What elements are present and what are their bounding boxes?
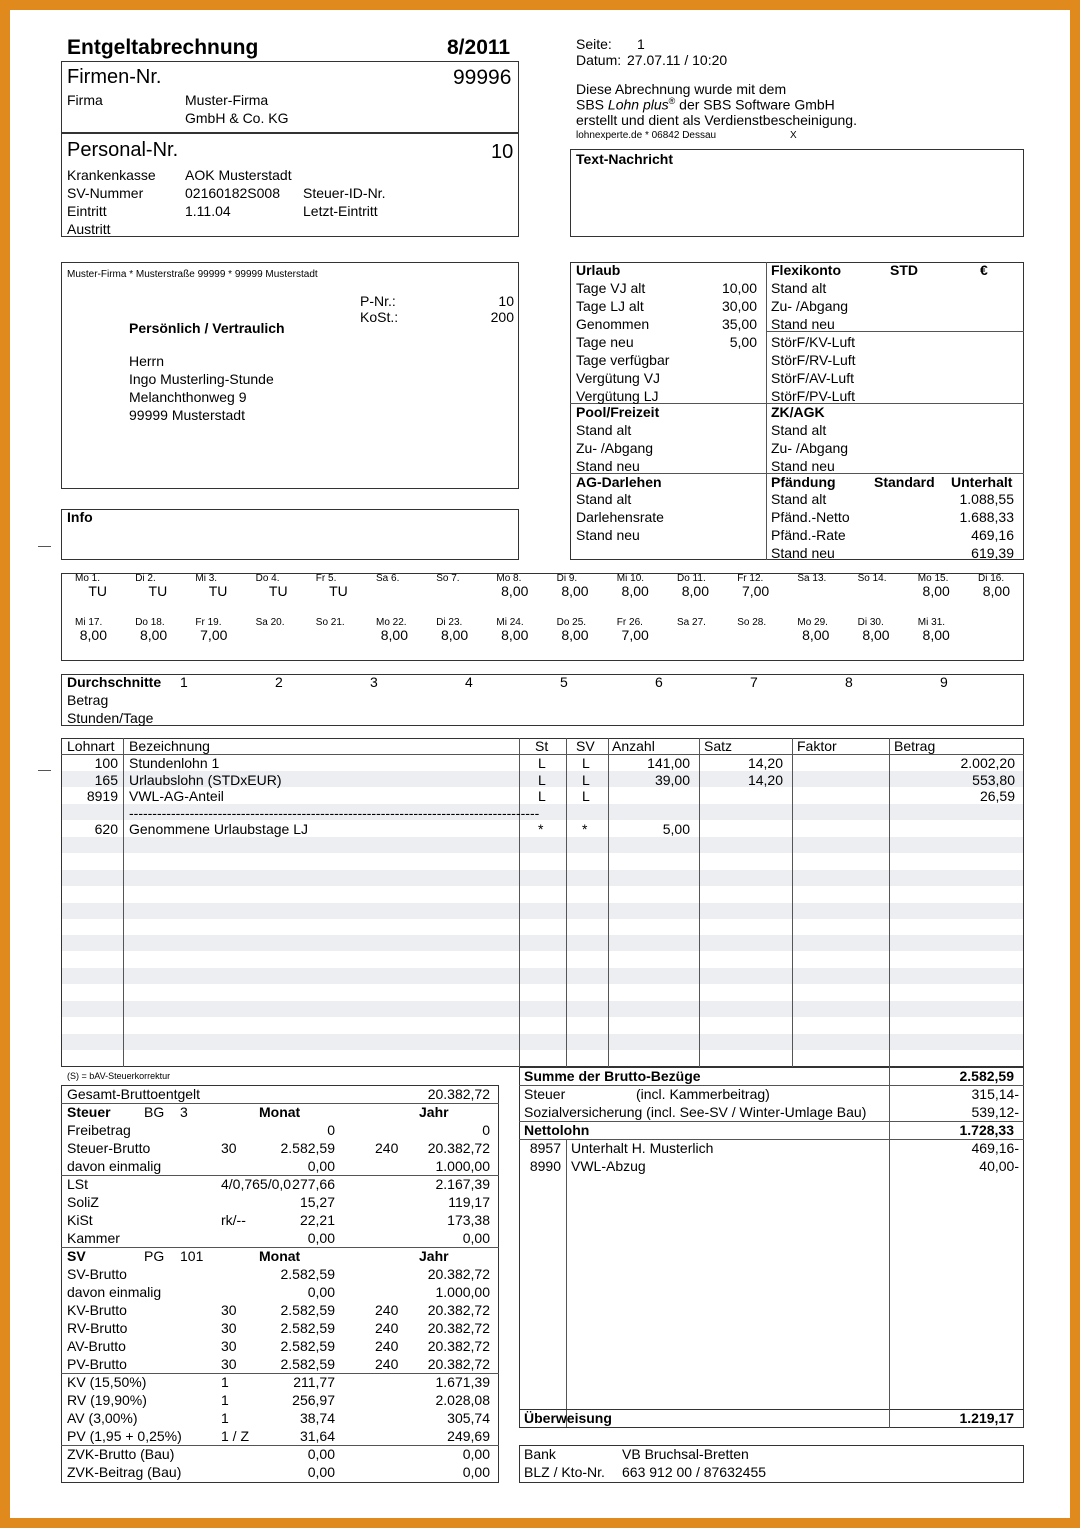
vacation-row-value: 30,00 [721, 298, 757, 314]
tax-row-month: 31,64 [299, 1428, 335, 1444]
tax-row-month: 0,00 [307, 1230, 335, 1246]
firm-name-line1: Muster-Firma [185, 92, 269, 108]
tax-row-year: 20.382,72 [427, 1356, 490, 1372]
calendar-day-label: Do 11. [677, 573, 706, 584]
calendar-day-value: 8,00 [681, 583, 709, 599]
net-pay-value: 1.728,33 [959, 1122, 1014, 1138]
info-label: Info [67, 509, 93, 525]
entry-label: Eintritt [67, 203, 107, 219]
vacation-row-label: Tage LJ alt [576, 298, 644, 314]
entry-value: 1.11.04 [185, 203, 231, 219]
deduction-label: Unterhalt H. Musterlich [571, 1140, 714, 1156]
tax-row-days: 1 [221, 1392, 229, 1408]
garnishment-row-label: Stand neu [771, 545, 835, 561]
tax-row-days: 30 [221, 1356, 237, 1372]
calendar-day-label: So 28. [737, 617, 767, 628]
tax-row-month: 22,21 [299, 1212, 335, 1228]
sv-pg-label: PG [144, 1248, 165, 1264]
flex-std-header: STD [890, 262, 918, 278]
page-value: 1 [637, 36, 645, 52]
tax-row-label: RV (19,90%) [67, 1392, 147, 1408]
account-value: 663 912 00 / 87632455 [622, 1464, 767, 1480]
vacation-row-label: Tage VJ alt [576, 280, 646, 296]
wage-table-header-cell: SV [576, 738, 595, 754]
tax-row-month: 15,27 [299, 1194, 335, 1210]
tax-row-month: 0,00 [307, 1464, 335, 1480]
calendar-day-value: 8,00 [802, 627, 830, 643]
pnr-label: P-Nr.: [360, 293, 396, 309]
pnr-value: 10 [498, 293, 514, 309]
calendar-day-value: 7,00 [200, 627, 228, 643]
vacation-row-label: Tage neu [576, 334, 634, 350]
sv-number-value: 02160182S008 [185, 185, 280, 201]
garnishment-title: Pfändung [771, 474, 836, 490]
averages-column-number: 7 [750, 674, 758, 690]
tax-row-year: 1.000,00 [435, 1284, 490, 1300]
flex-account-row-label: StörF/AV-Luft [771, 370, 854, 386]
calendar-day-label: So 21. [315, 617, 345, 628]
calendar-day-label: Mi 24. [496, 617, 524, 628]
account-label: BLZ / Kto-Nr. [524, 1464, 605, 1480]
garnishment-row-value: 619,39 [971, 545, 1014, 561]
calendar-day-value: 8,00 [982, 583, 1010, 599]
personal-label: Personal-Nr. [67, 139, 179, 161]
bank-value: VB Bruchsal-Bretten [622, 1446, 749, 1462]
tax-row-month: 211,77 [293, 1374, 335, 1390]
averages-box [61, 674, 1024, 726]
loan-title: AG-Darlehen [576, 474, 662, 490]
calendar-day-value: 8,00 [922, 627, 950, 643]
wage-row-quantity: 39,00 [654, 771, 690, 788]
wage-row-sv-flag: L [582, 755, 590, 771]
address-line4: 99999 Musterstadt [129, 407, 245, 423]
sv-pg-value: 101 [180, 1248, 204, 1264]
tax-row-month: 256,97 [292, 1392, 335, 1408]
tax-row-days: 30 [221, 1140, 237, 1156]
garnishment-row-label: Stand alt [771, 491, 827, 507]
tax-row-year: 20.382,72 [427, 1320, 490, 1336]
tax-row-month: 277,66 [292, 1176, 335, 1192]
calendar-day-value: TU [268, 583, 288, 599]
tax-header: Steuer [67, 1104, 111, 1120]
vacation-row-label: Tage verfügbar [576, 352, 670, 368]
tax-row-year: 20.382,72 [427, 1266, 490, 1282]
gross-sum-value: 2.582,59 [959, 1068, 1014, 1084]
calendar-day-label: Fr 26. [616, 617, 643, 628]
calendar-day-label: Mi 17. [75, 617, 103, 628]
summary-tax-label: Steuer [524, 1086, 566, 1102]
tax-row-year: 249,69 [447, 1428, 490, 1444]
flex-account-row-label: StörF/PV-Luft [771, 388, 856, 404]
calendar-day-label: Mi 10. [616, 573, 645, 584]
address-line1: Herrn [129, 353, 165, 369]
health-insurance-label: Krankenkasse [67, 167, 156, 183]
wage-row-amount: 553,80 [972, 771, 1015, 788]
tax-row-label: PV (1,95 + 0,25%) [67, 1428, 182, 1444]
tax-row-label: AV (3,00%) [67, 1410, 138, 1426]
tax-row-month: 38,74 [299, 1410, 335, 1426]
pool-row-label: Zu- /Abgang [576, 440, 654, 456]
wage-row-description: VWL-AG-Anteil [129, 788, 224, 804]
garnishment-row-value: 469,16 [971, 527, 1014, 543]
deduction-code: 8990 [529, 1158, 561, 1174]
flex-account-row-label: StörF/RV-Luft [771, 352, 856, 368]
software-note-line1: Diese Abrechnung wurde mit dem [576, 81, 787, 97]
transfer-value: 1.219,17 [959, 1410, 1014, 1426]
tax-month-header: Monat [259, 1104, 301, 1120]
deduction-code: 8957 [529, 1140, 561, 1156]
sv-year-header: Jahr [419, 1248, 449, 1264]
software-note-line4: lohnexperte.de * 06842 Dessau [576, 130, 717, 141]
page-label: Seite: [576, 36, 612, 52]
health-insurance-value: AOK Musterstadt [185, 167, 292, 183]
tax-row-label: KV (15,50%) [67, 1374, 147, 1390]
garnishment-row-label: Pfänd.-Rate [771, 527, 846, 543]
wage-row-description: Genommene Urlaubstage LJ [129, 821, 308, 837]
wage-table-header-cell: St [535, 738, 549, 754]
vacation-row-label: Vergütung LJ [576, 388, 659, 404]
personal-number: 10 [491, 141, 514, 163]
wage-row-tax-flag: * [538, 821, 544, 837]
wage-row-rate: 14,20 [747, 755, 783, 771]
pool-row-label: Stand neu [576, 458, 640, 474]
flex-account-row-label: StörF/KV-Luft [771, 334, 856, 350]
averages-column-number: 6 [655, 674, 663, 690]
calendar-day-label: Mo 15. [917, 573, 949, 584]
tax-row-days: 1 / Z [221, 1428, 250, 1444]
tax-row-days: 1 [221, 1410, 229, 1426]
calendar-day-value: 8,00 [621, 583, 649, 599]
calendar-day-value: 8,00 [79, 627, 107, 643]
tax-row-label: Kammer [67, 1230, 120, 1246]
tax-row-year: 0,00 [462, 1230, 490, 1246]
tax-row-year: 173,38 [447, 1212, 490, 1228]
software-note-line2: SBS Lohn plus® der SBS Software GmbH [576, 96, 835, 113]
deduction-value: 469,16- [971, 1140, 1019, 1156]
calendar-day-value: 8,00 [922, 583, 950, 599]
tax-row-label: Freibetrag [67, 1122, 131, 1138]
vacation-row-label: Vergütung VJ [576, 370, 661, 386]
vacation-row-label: Genommen [576, 316, 650, 332]
sv-month-header: Monat [259, 1248, 301, 1264]
address-line2: Ingo Musterling-Stunde [129, 371, 274, 387]
tax-row-year: 20.382,72 [427, 1338, 490, 1354]
tax-row-month: 2.582,59 [280, 1338, 335, 1354]
calendar-day-label: Di 30. [857, 617, 884, 628]
calendar-day-label: Do 18. [135, 617, 165, 628]
tax-row-label: AV-Brutto [67, 1338, 126, 1354]
tax-row-month: 0,00 [307, 1158, 335, 1174]
bav-note: (S) = bAV-Steuerkorrektur [67, 1071, 171, 1081]
tax-row-days: rk/-- [221, 1212, 246, 1228]
firm-label: Firmen-Nr. [67, 66, 162, 88]
tax-row-days-year: 240 [375, 1356, 399, 1372]
wage-row-code: 100 [94, 755, 118, 771]
calendar-day-label: Sa 20. [255, 617, 285, 628]
vacation-row-value: 35,00 [721, 316, 757, 332]
tax-row-month: 0,00 [307, 1446, 335, 1462]
tax-row-label: PV-Brutto [67, 1356, 127, 1372]
tax-row-label: Steuer-Brutto [67, 1140, 151, 1156]
tax-row-year: 2.028,08 [435, 1392, 490, 1408]
wage-row-amount: 26,59 [979, 788, 1015, 804]
averages-column-number: 3 [370, 674, 378, 690]
wage-row-tax-flag: L [538, 771, 546, 788]
period: 8/2011 [447, 36, 511, 59]
zkagk-row-label: Zu- /Abgang [771, 440, 849, 456]
tax-row-year: 1.000,00 [435, 1158, 490, 1174]
deduction-value: 40,00- [979, 1158, 1019, 1174]
calendar-day-value: TU [329, 583, 348, 599]
garnishment-maintenance-header: Unterhalt [951, 474, 1013, 490]
loan-row-label: Darlehensrate [576, 509, 664, 525]
calendar-day-label: Di 23. [436, 617, 463, 628]
wage-row-sv-flag: L [582, 771, 590, 788]
flex-eur-header: € [980, 262, 988, 278]
tax-row-month: 0,00 [307, 1284, 335, 1300]
averages-column-number: 2 [275, 674, 283, 690]
averages-row-amount: Betrag [67, 692, 109, 708]
zkagk-row-label: Stand neu [771, 458, 835, 474]
averages-column-number: 9 [940, 674, 948, 690]
tax-row-year: 119,17 [448, 1194, 490, 1210]
tax-row-days-year: 240 [375, 1320, 399, 1336]
address-line3: Melanchthonweg 9 [129, 389, 247, 405]
vacation-row-value: 10,00 [721, 280, 757, 296]
kost-label: KoSt.: [360, 309, 399, 325]
calendar-day-value: 8,00 [440, 627, 469, 643]
averages-column-number: 1 [180, 674, 188, 690]
fold-mark [38, 546, 51, 547]
gross-total-label: Gesamt-Bruttoentgelt [67, 1086, 201, 1102]
calendar-day-value: TU [208, 583, 228, 599]
tax-row-label: ZVK-Brutto (Bau) [67, 1446, 175, 1462]
wage-row-description: Urlaubslohn (STDxEUR) [129, 771, 282, 788]
loan-row-label: Stand alt [576, 491, 632, 507]
wage-table-header-cell: Bezeichnung [129, 738, 210, 754]
vacation-row-value: 5,00 [729, 334, 757, 350]
zkagk-row-label: Stand alt [771, 422, 827, 438]
calendar-day-label: Mo 8. [496, 573, 522, 584]
averages-column-number: 8 [845, 674, 853, 690]
software-note-x: X [790, 130, 797, 141]
calendar-day-value: 8,00 [380, 627, 408, 643]
tax-row-month: 2.582,59 [280, 1266, 335, 1282]
calendar-day-label: Fr 19. [195, 617, 222, 628]
calendar-day-value: 8,00 [561, 627, 589, 643]
averages-title: Durchschnitte [67, 674, 162, 690]
flex-account-row-label: Zu- /Abgang [771, 298, 849, 314]
calendar-day-value: 7,00 [621, 627, 649, 643]
calendar-day-label: Do 4. [255, 573, 280, 584]
tax-row-label: RV-Brutto [67, 1320, 128, 1336]
date-value: 27.07.11 / 10:20 [627, 52, 728, 68]
tax-row-days: 30 [221, 1302, 237, 1318]
wage-row-sv-flag: * [582, 821, 588, 837]
summary-sv-label: Sozialversicherung (incl. See-SV / Winter-Umlage Bau) [524, 1104, 867, 1120]
tax-row-month: 2.582,59 [280, 1356, 335, 1372]
firm-name-line2: GmbH & Co. KG [185, 110, 289, 126]
tax-row-label: LSt [67, 1176, 89, 1192]
loan-row-label: Stand neu [576, 527, 640, 543]
flex-account-row-label: Stand neu [771, 316, 835, 332]
wage-table-header-cell: Betrag [894, 738, 936, 754]
wage-row-code: 165 [94, 771, 118, 788]
tax-row-month: 0 [327, 1122, 335, 1138]
tax-row-label: davon einmalig [67, 1284, 162, 1300]
tax-row-label: SV-Brutto [67, 1266, 127, 1282]
deduction-label: VWL-Abzug [571, 1158, 646, 1174]
wage-row-quantity: 5,00 [662, 821, 690, 837]
tax-id-label: Steuer-ID-Nr. [303, 185, 386, 201]
calendar-day-label: Di 16. [978, 573, 1005, 584]
calendar-day-label: So 14. [857, 573, 887, 584]
wage-row-description: ---------------------------------------------------------------------------------------- [129, 804, 540, 821]
summary-tax-note: (incl. Kammerbeitrag) [636, 1086, 770, 1102]
confidential-note: Persönlich / Vertraulich [129, 320, 285, 336]
tax-row-year: 0,00 [462, 1464, 490, 1480]
tax-row-days: 30 [221, 1338, 237, 1354]
calendar-day-label: So 7. [436, 573, 460, 584]
calendar-day-value: TU [88, 583, 107, 599]
tax-row-year: 0,00 [462, 1446, 490, 1462]
wage-table-header-cell: Lohnart [67, 738, 115, 754]
flex-account-row-label: Stand alt [771, 280, 827, 296]
tax-year-header: Jahr [419, 1104, 449, 1120]
wage-row-tax-flag: L [538, 755, 546, 771]
tax-row-month: 2.582,59 [280, 1140, 335, 1156]
firm-name-label: Firma [67, 92, 103, 108]
tax-row-year: 20.382,72 [427, 1140, 490, 1156]
tax-row-year: 305,74 [447, 1410, 490, 1426]
tax-row-year: 0 [482, 1122, 490, 1138]
calendar-day-label: Fr 5. [315, 573, 337, 584]
tax-row-month: 2.582,59 [280, 1320, 335, 1336]
gross-total-value: 20.382,72 [427, 1086, 490, 1102]
garnishment-row-label: Pfänd.-Netto [771, 509, 850, 525]
date-label: Datum: [576, 52, 622, 68]
summary-tax-value: 315,14- [971, 1086, 1019, 1102]
calendar-day-label: Mo 29. [797, 617, 828, 628]
averages-row-hours: Stunden/Tage [67, 710, 154, 726]
calendar-day-label: Sa 6. [376, 573, 400, 584]
exit-label: Austritt [67, 221, 111, 237]
calendar-day-value: 7,00 [741, 583, 770, 599]
sv-number-label: SV-Nummer [67, 185, 144, 201]
summary-sv-value: 539,12- [971, 1104, 1019, 1120]
calendar-day-label: Mi 3. [195, 573, 218, 584]
calendar-day-label: Mo 22. [376, 617, 407, 628]
flex-account-title: Flexikonto [771, 262, 842, 278]
wage-table-header-cell: Satz [704, 738, 733, 754]
tax-row-label: KV-Brutto [67, 1302, 127, 1318]
last-entry-label: Letzt-Eintritt [303, 203, 378, 219]
tax-row-label: KiSt [67, 1212, 93, 1228]
calendar-day-value: TU [148, 583, 168, 599]
wage-row-code: 620 [94, 821, 118, 837]
payslip-page [10, 10, 1070, 1518]
pool-title: Pool/Freizeit [576, 404, 660, 420]
calendar-day-value: 8,00 [862, 627, 890, 643]
tax-row-month: 2.582,59 [280, 1302, 335, 1318]
averages-column-number: 4 [465, 674, 473, 690]
wage-row-description: Stundenlohn 1 [129, 755, 220, 771]
tax-row-days-year: 240 [375, 1140, 399, 1156]
tax-row-year: 2.167,39 [435, 1176, 490, 1192]
kost-value: 200 [490, 309, 514, 325]
document-title: Entgeltabrechnung [67, 36, 259, 59]
accounts-divider [766, 262, 767, 560]
calendar-day-label: Mo 1. [75, 573, 101, 584]
tax-row-days-year: 240 [375, 1338, 399, 1354]
tax-row-days: 4/0,765/0,0 [221, 1176, 292, 1192]
wage-row-tax-flag: L [538, 788, 546, 804]
tax-row-days: 1 [221, 1374, 229, 1390]
calendar-day-label: Do 25. [556, 617, 587, 628]
calendar-day-value: 8,00 [139, 627, 168, 643]
calendar-day-value: 8,00 [501, 583, 529, 599]
firm-number: 99996 [453, 66, 512, 89]
calendar-day-label: Di 2. [135, 573, 156, 584]
tax-row-label: davon einmalig [67, 1158, 162, 1174]
wage-row-rate: 14,20 [747, 771, 783, 788]
info-box [61, 509, 519, 560]
wage-table-header-cell: Anzahl [612, 738, 655, 754]
sender-line: Muster-Firma * Musterstraße 99999 * 99999 Musterstadt [67, 269, 318, 280]
software-note-line3: erstellt und dient als Verdienstbescheinigung. [576, 112, 857, 128]
averages-column-number: 5 [560, 674, 568, 690]
tax-class-label: BG [144, 1104, 165, 1120]
calendar-day-value: 8,00 [561, 583, 589, 599]
garnishment-standard-header: Standard [874, 474, 935, 490]
calendar-day-label: Sa 27. [677, 617, 706, 628]
wage-row-amount: 2.002,20 [960, 755, 1015, 771]
pool-row-label: Stand alt [576, 422, 632, 438]
zkagk-title: ZK/AGK [771, 404, 825, 420]
calendar-day-label: Di 9. [556, 573, 578, 584]
tax-row-year: 1.671,39 [435, 1374, 490, 1390]
sv-header: SV [67, 1248, 86, 1264]
tax-row-days-year: 240 [375, 1302, 399, 1318]
tax-row-year: 20.382,72 [427, 1302, 490, 1318]
wage-row-code: 8919 [86, 788, 118, 804]
wage-row-quantity: 141,00 [647, 755, 690, 771]
transfer-label: Überweisung [524, 1410, 612, 1426]
calendar-day-label: Sa 13. [797, 573, 827, 584]
wage-row-sv-flag: L [582, 788, 590, 804]
bank-label: Bank [524, 1446, 556, 1462]
tax-row-label: ZVK-Beitrag (Bau) [67, 1464, 182, 1480]
gross-sum-label: Summe der Brutto-Bezüge [524, 1068, 701, 1084]
calendar-day-label: Fr 12. [737, 573, 764, 584]
vacation-title: Urlaub [576, 262, 621, 278]
garnishment-row-value: 1.088,55 [959, 491, 1014, 507]
tax-row-label: SoliZ [67, 1194, 99, 1210]
text-message-label: Text-Nachricht [576, 151, 673, 167]
calendar-day-label: Mi 31. [917, 617, 946, 628]
net-pay-label: Nettolohn [524, 1122, 590, 1138]
tax-class-value: 3 [180, 1104, 188, 1120]
garnishment-row-value: 1.688,33 [959, 509, 1014, 525]
tax-row-days: 30 [221, 1320, 237, 1336]
wage-table-header-cell: Faktor [797, 738, 837, 754]
calendar-day-value: 8,00 [501, 627, 529, 643]
